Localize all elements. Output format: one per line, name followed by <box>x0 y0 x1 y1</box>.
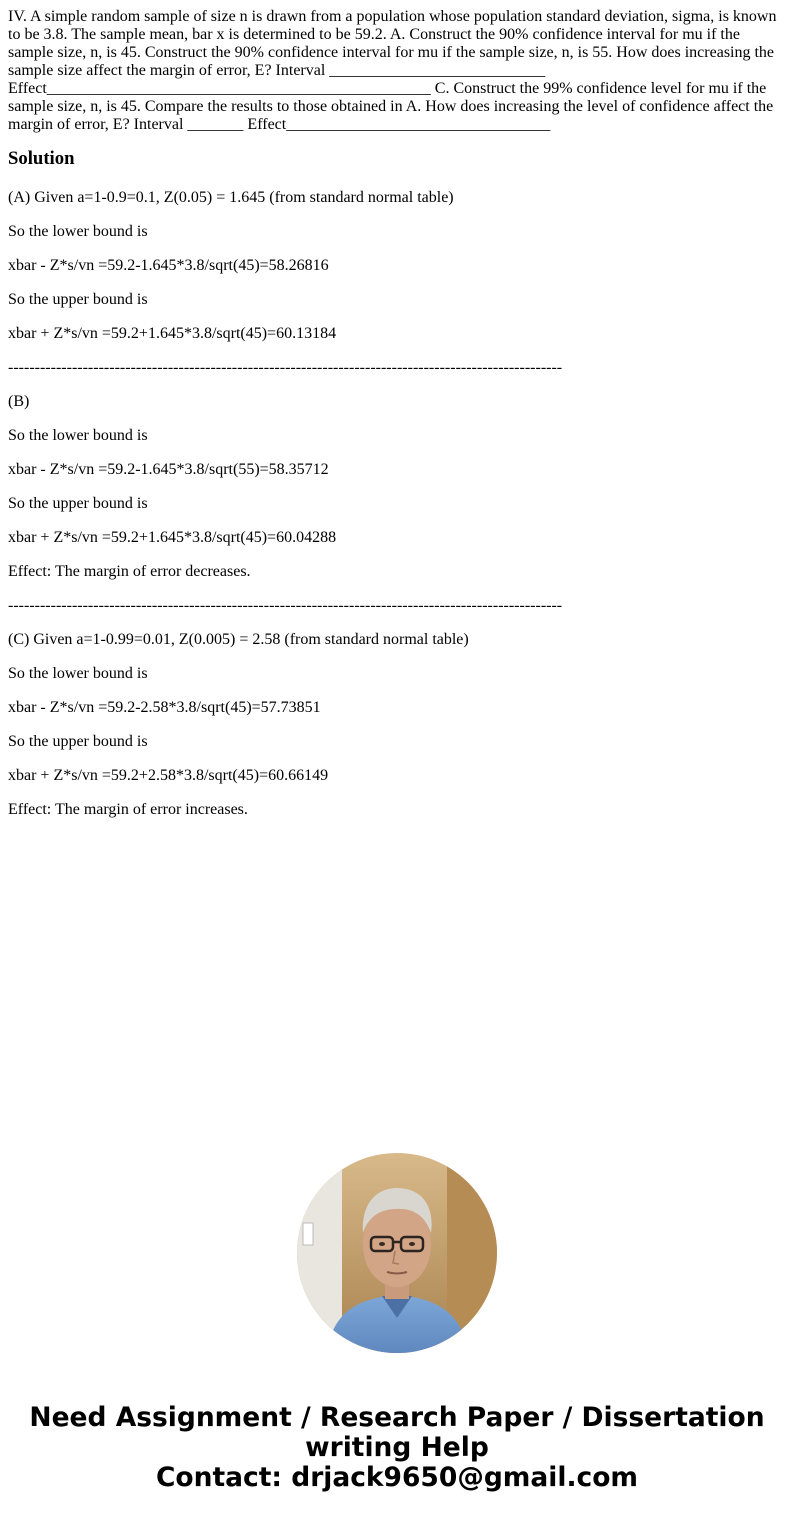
solution-line: (C) Given a=1-0.99=0.01, Z(0.005) = 2.58 (from standard normal table) <box>8 631 469 648</box>
author-avatar <box>297 1153 497 1353</box>
solution-line: xbar + Z*s/vn =59.2+2.58*3.8/sqrt(45)=60.66149 <box>8 767 329 784</box>
solution-line: xbar - Z*s/vn =59.2-1.645*3.8/sqrt(55)=58.35712 <box>8 461 329 478</box>
solution-line: xbar - Z*s/vn =59.2-2.58*3.8/sqrt(45)=57.73851 <box>8 699 321 716</box>
solution-line: So the upper bound is <box>8 291 148 308</box>
contact-email: Contact: drjack9650@gmail.com <box>155 1462 639 1493</box>
solution-line: So the lower bound is <box>8 223 148 240</box>
solution-body <box>8 189 786 819</box>
solution-line: So the upper bound is <box>8 733 148 750</box>
solution-heading: Solution <box>8 148 75 169</box>
section-divider: -------------------------------------------------------------------------------------------------------- <box>8 597 563 614</box>
document-content <box>8 8 786 819</box>
solution-line: xbar + Z*s/vn =59.2+1.645*3.8/sqrt(45)=60.13184 <box>8 325 337 342</box>
banner-line-2: writing Help <box>305 1432 489 1463</box>
solution-line: So the lower bound is <box>8 665 148 682</box>
solution-line: So the upper bound is <box>8 495 148 512</box>
solution-line: Effect: The margin of error increases. <box>8 801 248 818</box>
solution-line: (B) <box>8 393 30 410</box>
contact-banner <box>0 1403 794 1493</box>
banner-line-1: Need Assignment / Research Paper / Dissertation <box>29 1402 765 1433</box>
author-photo <box>297 1153 497 1353</box>
solution-line: Effect: The margin of error decreases. <box>8 563 251 580</box>
question-text: IV. A simple random sample of size n is drawn from a population whose population standard deviation, sigma, is known to be 3.8. The sample mean, bar x is determined to be 59.2. A. Construct the 90% confidence interval for mu if the sample size, n, is 45. Construct the 90% confidence interval for mu if the sample size, n, is 55. How does increasing the sample size affect the margin of error, E? Interval ___________________________ Effect________________________________________________ C. Construct the 99% confidence level for mu if the sample size, n, is 45. Compare the results to those obtained in A. How does increasing the level of confidence affect the margin of error, E? Interval _______ Effect_________________________________ <box>8 8 777 133</box>
section-divider: -------------------------------------------------------------------------------------------------------- <box>8 359 563 376</box>
solution-line: (A) Given a=1-0.9=0.1, Z(0.05) = 1.645 (from standard normal table) <box>8 189 454 206</box>
solution-line: xbar - Z*s/vn =59.2-1.645*3.8/sqrt(45)=58.26816 <box>8 257 329 274</box>
solution-line: xbar + Z*s/vn =59.2+1.645*3.8/sqrt(45)=60.04288 <box>8 529 337 546</box>
solution-line: So the lower bound is <box>8 427 148 444</box>
